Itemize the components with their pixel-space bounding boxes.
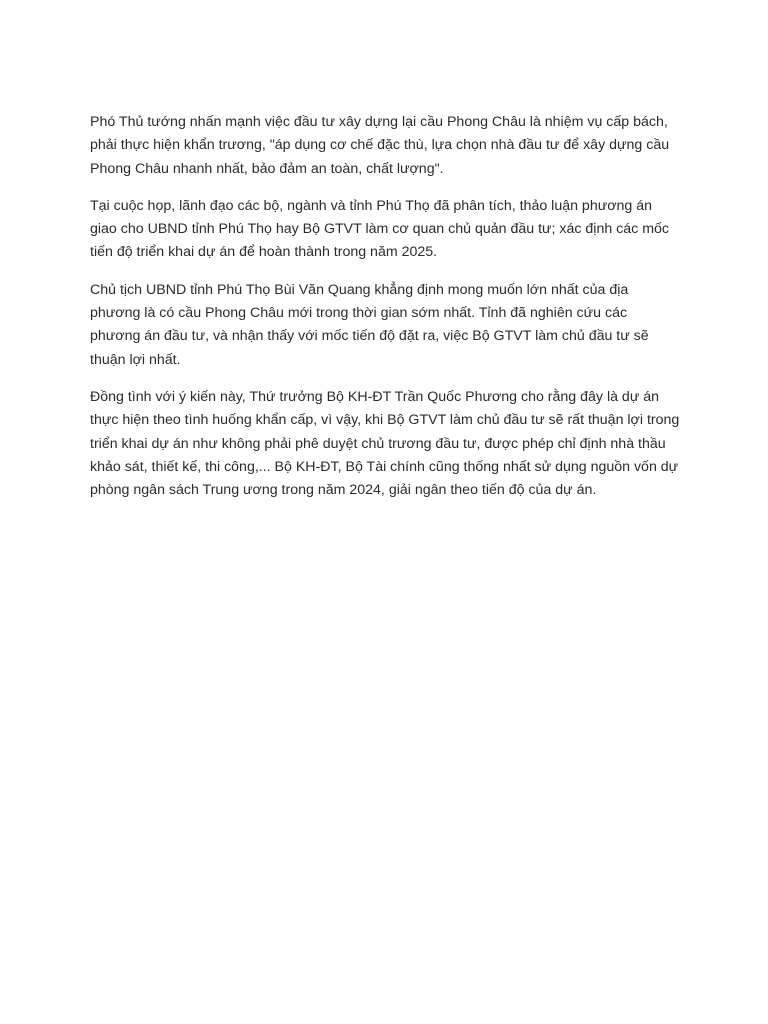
paragraph-4: Đồng tình với ý kiến này, Thứ trưởng Bộ KH-ĐT Trần Quốc Phương cho rằng đây là dự án thực hiện theo tình huống khẩn cấp, vì vậy, khi Bộ GTVT làm chủ đầu tư sẽ rất thuận lợi trong triển khai dự án như không phải phê duyệt chủ trương đầu tư, được phép chỉ định nhà thầu khảo sát, thiết kế, thi công,... Bộ KH-ĐT, Bộ Tài chính cũng thống nhất sử dụng nguồn vốn dự phòng ngân sách Trung ương trong năm 2024, giải ngân theo tiến độ của dự án.: [90, 388, 680, 499]
paragraph-2: Tại cuộc họp, lãnh đạo các bộ, ngành và tỉnh Phú Thọ đã phân tích, thảo luận phương án giao cho UBND tỉnh Phú Thọ hay Bộ GTVT làm cơ quan chủ quản đầu tư; xác định các mốc tiến độ triển khai dự án để hoàn thành trong năm 2025.: [90, 197, 669, 261]
paragraph-1: Phó Thủ tướng nhấn mạnh việc đầu tư xây dựng lại cầu Phong Châu là nhiệm vụ cấp bách, phải thực hiện khẩn trương, "áp dụng cơ chế đặc thù, lựa chọn nhà đầu tư để xây dựng cầu Phong Châu nhanh nhất, bảo đảm an toàn, chất lượng".: [90, 114, 670, 177]
article-body: [90, 111, 680, 516]
paragraph-3: Chủ tịch UBND tỉnh Phú Thọ Bùi Văn Quang khẳng định mong muốn lớn nhất của địa phương là có cầu Phong Châu mới trong thời gian sớm nhất. Tỉnh đã nghiên cứu các phương án đầu tư, và nhận thấy với mốc tiến độ đặt ra, việc Bộ GTVT làm chủ đầu tư sẽ thuận lợi nhất.: [90, 281, 649, 368]
